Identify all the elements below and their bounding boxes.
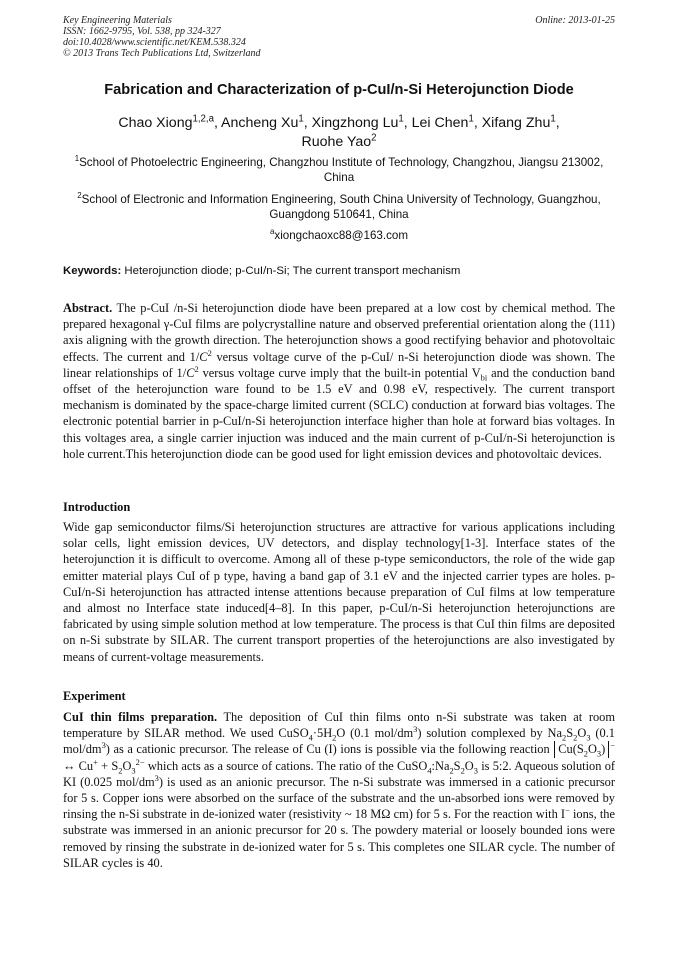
abstract-label: Abstract.	[63, 301, 113, 315]
affiliation-text: School of Electronic and Information Engineering, South China University of Technology, Guangzhou, Guangdong 510641, China	[81, 193, 601, 221]
body-text: O	[577, 726, 587, 741]
body-text: O	[464, 758, 474, 773]
abstract-text: The p-CuI /n-Si heterojunction diode have been prepared at a low cost by chemical method. The prepared hexagonal γ-CuI films are polycrystalline nature and observed preferential orientation along the (111) axis aligning with the growth direction. The heterojunction shows a good rectifying behavior and photovoltaic effects. The current and 1/	[63, 301, 615, 364]
author-affiliation-mark: 1	[398, 113, 404, 125]
formula-text: ↔ Cu	[63, 758, 94, 773]
keywords-line	[63, 265, 615, 277]
capacitance-symbol: C	[186, 365, 195, 380]
corresponding-email	[70, 229, 608, 244]
issn-line: ISSN: 1662-9795, Vol. 538, pp 324-327	[63, 26, 221, 37]
subscript: 2	[118, 765, 123, 776]
formula-text: Cu(S	[558, 742, 584, 757]
introduction-heading: Introduction	[63, 500, 131, 514]
affiliation-mark: 1	[74, 154, 80, 164]
author-name: , Xifang Zhu	[473, 115, 551, 131]
superscript: 3	[101, 740, 106, 751]
affiliation-mark: 2	[77, 191, 82, 201]
body-text: (0.1 mol/dm	[63, 726, 615, 757]
subscript: 3	[596, 748, 602, 759]
abstract-text: versus voltage curve imply that the built-in potential V	[198, 365, 481, 380]
superscript: +	[93, 756, 98, 767]
keywords-label: Keywords:	[63, 265, 122, 277]
body-text: :Na	[431, 758, 450, 773]
superscript: 2	[207, 347, 212, 358]
online-date: Online: 2013-01-25	[535, 15, 615, 26]
affiliation-text: School of Photoelectric Engineering, Changzhou Institute of Technology, Changzhou, Jiangsu 213002, China	[79, 156, 604, 184]
subscript: 3	[473, 765, 478, 776]
superscript: 2	[194, 363, 199, 374]
body-text: is 5:2. Aqueous solution of KI (0.025 mol/dm	[63, 758, 616, 789]
body-text: S	[566, 726, 574, 741]
body-text: which acts as a source of cations. The ratio of the CuSO	[144, 758, 428, 773]
subscript: 2	[573, 732, 578, 743]
body-text: The deposition of CuI thin films onto n-Si substrate was taken at room temperature by SILAR method. We used CuSO	[63, 710, 615, 741]
formula-text: )	[601, 742, 606, 757]
experiment-heading: Experiment	[63, 689, 126, 703]
subscript: 4	[427, 765, 432, 776]
subscript: 4	[308, 732, 313, 743]
formula-text: O	[122, 758, 132, 773]
subscript: 3	[586, 732, 591, 743]
abstract-paragraph	[63, 300, 615, 462]
email-mark: a	[270, 227, 275, 237]
subscript: 2	[562, 732, 567, 743]
affiliation-2	[70, 193, 608, 222]
abstract-text: and the conduction band offset of the heterojunction ware found to be 1.5 eV and 0.98 eV, respectively. The current transport mechanism is dominated by the space-charge limited current (SCLC) conduction at forward bias voltages. The electronic potential barrier in p-CuI/n-Si heterojunction interface higher than hole at forward bias voltages. In this voltages area, a single carrier injuction was induced and the main current of p-CuI/n-Si heterojunction is hole current.This heterojunction diode can be good used for light emission devices and photovoltaic devices.	[63, 365, 616, 461]
author-affiliation-mark: 1	[550, 113, 556, 125]
body-text: ) solution complexed by Na	[417, 726, 563, 741]
body-text: O (0.1 mol/dm	[336, 726, 414, 741]
subscript: bi	[480, 372, 488, 383]
superscript: 3	[413, 724, 418, 735]
body-text: ions, the substrate was immersed in an anionic precursor for 20 s. The powdery material or loosely bounded ions were removed by rinsing the substrate in de-ionized water for 5 s. This completes one SILAR cycle. The number of SILAR cycles is 40.	[63, 807, 615, 870]
formula-text: + S	[97, 758, 119, 773]
introduction-paragraph: Wide gap semiconductor films/Si heterojunction structures are attractive for various applications including solar cells, light emission devices, UV detectors, and display technology[1-3]. Interface states of the heterojunction it is difficult to overcome. Among all of these p-type semiconductors, the role of the wide gap emitter material plays CuI of p type, having a band gap of 3.1 eV and the injected carrier types are holes. p-CuI/n-Si heterojunction has attracted intense attentions because preparation of CuI films at low temperature and almost no Interface state induced[4–8]. In this paper, p-CuI/n-Si heterojunction heterojunctions are fabricated by using simple solution method at low temperature. The process is that CuI thin films are deposited on n-Si substrate by SILAR. The current transport properties of the heterojunctions are also investigated by means of current-voltage measurements.	[63, 520, 615, 664]
capacitance-symbol: C	[199, 349, 208, 364]
body-text: S	[453, 758, 461, 773]
complex-bracket	[554, 741, 609, 757]
copyright-line: © 2013 Trans Tech Publications Ltd, Switzerland	[63, 48, 261, 59]
subscript: 2	[449, 765, 454, 776]
paper-title: Fabrication and Characterization of p-CuI/n-Si Heterojunction Diode	[104, 82, 574, 98]
superscript: −	[565, 805, 570, 816]
superscript: 3	[154, 772, 159, 783]
author-affiliation-mark: 1	[298, 113, 304, 125]
journal-header	[63, 15, 615, 59]
author-name: , Xingzhong Lu	[303, 115, 399, 131]
subscript: 2	[332, 732, 337, 743]
formula-text: O	[587, 742, 597, 757]
superscript: 2−	[135, 756, 145, 767]
author-affiliation-mark: 2	[371, 132, 377, 144]
experiment-paragraph	[63, 709, 615, 871]
email-text: xiongchaoxc88@163.com	[274, 229, 408, 242]
subsection-lead: CuI thin films preparation.	[63, 710, 218, 724]
affiliation-1	[70, 156, 608, 185]
subscript: 2	[460, 765, 465, 776]
keywords-text: Heterojunction diode; p-CuI/n-Si; The current transport mechanism	[121, 265, 461, 277]
body-text: ) as a cationic precursor. The release of Cu (I) ions is possible via the following reaction	[105, 742, 554, 757]
abstract-text: versus voltage curve of the p-CuI/ n-Si heterojunction diode was shown. The linear relationships of 1/	[63, 349, 615, 380]
author-name: Ruohe Yao	[301, 134, 372, 150]
author-name: , Lei Chen	[403, 115, 469, 131]
author-affiliation-mark: 1,2,a	[192, 113, 214, 125]
subscript: 3	[131, 765, 136, 776]
author-separator: ,	[555, 115, 560, 131]
author-list	[63, 114, 615, 152]
author-affiliation-mark: 1	[468, 113, 474, 125]
author-name: , Ancheng Xu	[213, 115, 299, 131]
body-text: ) is used as an anionic precursor. The n-Si substrate was immersed in a cationic precursor for 5 s. Copper ions were absorbed on the surface of the substrate and the un-absorbed ions were removed by rinsing the n-Si substrate in de-ionized water (resistivity ~ 18 MΩ cm) for 5 s. For the reaction with I	[63, 774, 615, 822]
doi-line: doi:10.4028/www.scientific.net/KEM.538.324	[63, 37, 246, 48]
subscript: 2	[583, 748, 588, 759]
journal-name: Key Engineering Materials	[63, 15, 172, 26]
body-text: ·5H	[312, 726, 333, 741]
author-name: Chao Xiong	[118, 115, 193, 131]
superscript: −	[610, 740, 615, 751]
